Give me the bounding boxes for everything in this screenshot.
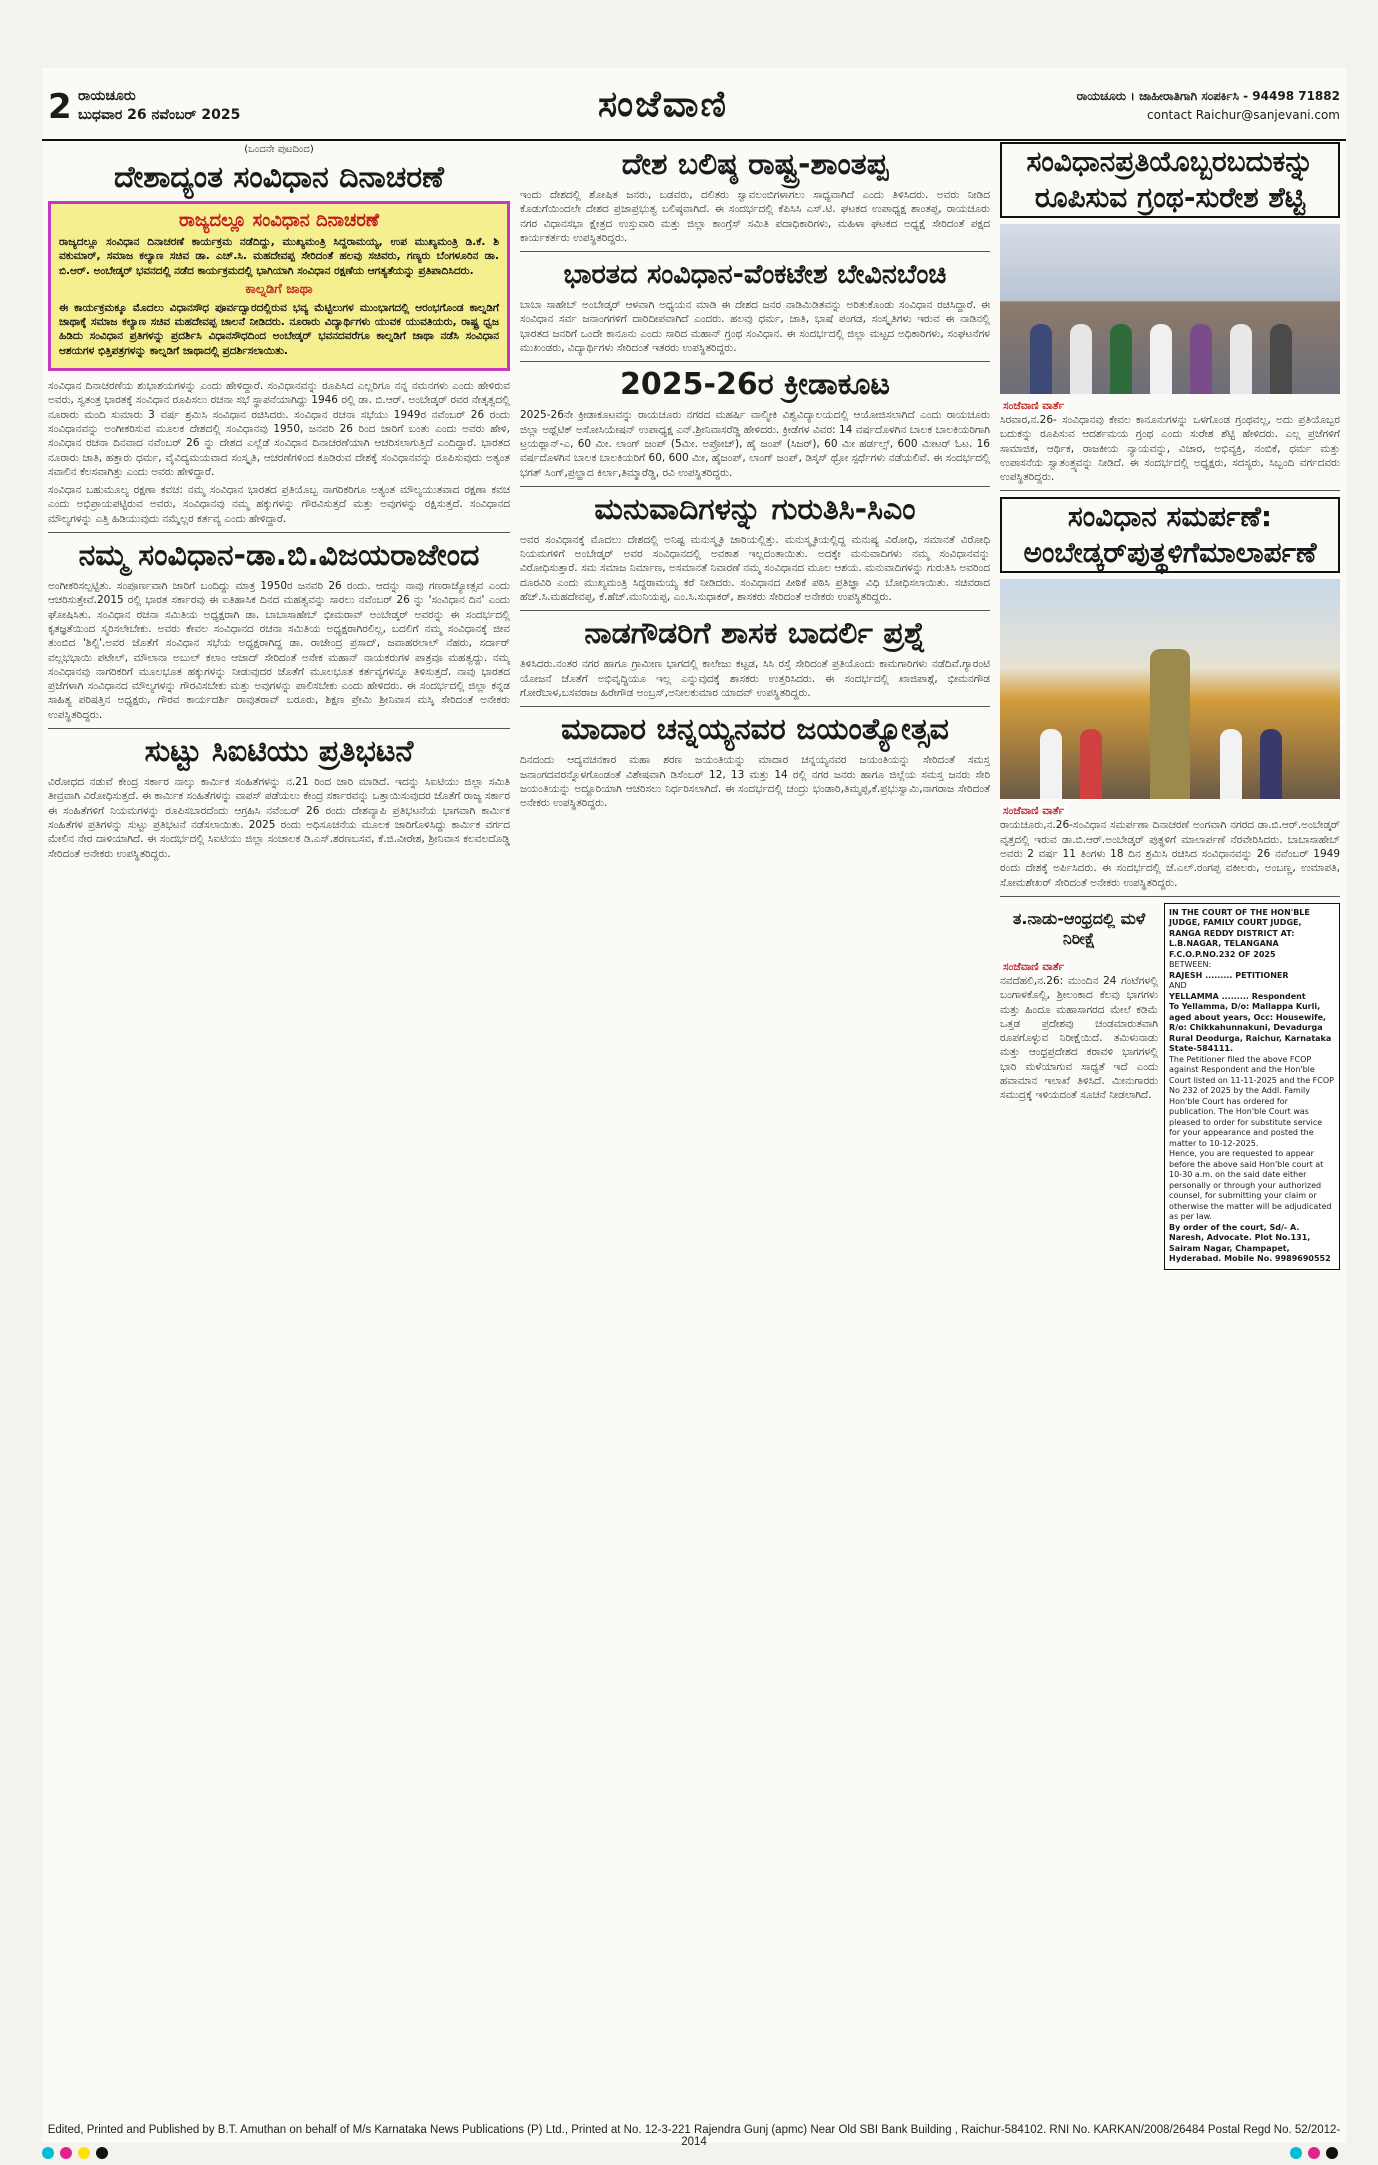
headline: ಭಾರತದ ಸಂವಿಧಾನ-ವೆಂಕಟೇಶ ಬೇವಿನಬೆಂಚಿ bbox=[563, 259, 947, 291]
highlight-box bbox=[48, 201, 510, 371]
column-3 bbox=[1000, 142, 1340, 2117]
article-body: ಅವರ ಸಂವಿಧಾನಕ್ಕೆ ಮೊದಲು ದೇಶದಲ್ಲಿ ಅನಿಷ್ಟ ಮನುಸ್ಮೃತಿ ಜಾರಿಯಲ್ಲಿತ್ತು. ಮನುಸ್ಮೃತಿಯಲ್ಲಿದ್ದ ಮನುಷ್ಯ ವಿರೋಧಿ, ಸಮಾನತೆ ವಿರೋಧಿ ನಿಯಮಗಳಿಗೆ ಅಂಬೇಡ್ಕರ್ ಅವರ ಸಂವಿಧಾನದಲ್ಲಿ ಅವಕಾಶ ಇಲ್ಲದಂತಾಯಿತು. ಅದಕ್ಕೇ ಮನುವಾದಿಗಳು ನಮ್ಮ ಸಂವಿಧಾನವನ್ನು ವಿರೋಧಿಸುತ್ತಾರೆ. ಸಮ ಸಮಾಜ ನಿರ್ಮಾಣ, ಅಸಮಾನತೆ ನಿವಾರಣೆ ನಮ್ಮ ಸಂವಿಧಾನದ ಮೂಲ ಆಶಯ. ಮನುವಾದಿಗಳನ್ನು ಗುರುತಿಸಿ ಅವರಿಂದ ದೂರವಿರಿ ಎಂದು ಮುಖ್ಯಮಂತ್ರಿ ಸಿದ್ದರಾಮಯ್ಯ ಕರೆ ನೀಡಿದರು. ಸಂವಿಧಾನದ ಪೀಠಿಕೆ ಪಠಿಸಿ ಪ್ರತಿಜ್ಞಾ ವಿಧಿ ಬೋಧಿಸಲಾಯಿತು. ಸಚಿವರಾದ ಹೆಚ್.ಸಿ.ಮಹದೇವಪ್ಪ, ಕೆ.ಹೆಚ್.ಮುನಿಯಪ್ಪ, ಎಂ.ಸಿ.ಸುಧಾಕರ್, ಶಾಸಕರು ಸೇರಿದಂತೆ ಅನೇಕರು ಉಪಸ್ಥಿತರಿದ್ದರು. bbox=[520, 533, 990, 604]
divider bbox=[1000, 490, 1340, 491]
rain-article bbox=[1000, 903, 1158, 1270]
print-mark bbox=[42, 2147, 54, 2159]
continued-tag: (ಒಂದನೇ ಪುಟದಿಂದ) bbox=[244, 144, 314, 155]
box-subtitle: ಕಾಲ್ನಡಿಗೆ ಜಾಥಾ bbox=[245, 281, 313, 297]
masthead bbox=[42, 83, 1346, 141]
box-text: ರಾಜ್ಯದಲ್ಲೂ ಸಂವಿಧಾನ ದಿನಾಚರಣೆ ಕಾರ್ಯಕ್ರಮ ನಡೆದಿದ್ದು, ಮುಖ್ಯಮಂತ್ರಿ ಸಿದ್ದರಾಮಯ್ಯ, ಉಪ ಮುಖ್ಯಮಂತ್ರಿ ಡಿ.ಕೆ. ಶಿ ವಕುಮಾರ್, ಸಮಾಜ ಕಲ್ಯಾಣ ಸಚಿವ ಡಾ. ಎಚ್.ಸಿ. ಮಹದೇವಪ್ಪ ಸೇರಿದಂತೆ ಹಲವು ಸಚಿವರು, ಗಣ್ಯರು ಬೆಂಗಳೂರಿನ ಡಾ. ಬಿ.ಆರ್. ಅಂಬೇಡ್ಕರ್ ಭವನದಲ್ಲಿ ನಡೆದ ಕಾರ್ಯಕ್ರಮದಲ್ಲಿ ಭಾಗಿಯಾಗಿ ಸಂವಿಧಾನ ರಕ್ಷಣೆಯ ಆಗತ್ಯತೆಯನ್ನು ಪ್ರತಿಪಾದಿಸಿದರು. bbox=[59, 236, 499, 277]
person-figure bbox=[1220, 729, 1242, 799]
legal-notice bbox=[1164, 903, 1340, 1270]
contact-email: contact Raichur@sanjevani.com bbox=[1147, 108, 1340, 122]
statue-photo bbox=[1000, 579, 1340, 799]
case-number: F.C.O.P.NO.232 OF 2025 bbox=[1169, 949, 1276, 959]
article-body: ಸಂವಿಧಾನ ಬಹುಮೂಲ್ಯ ರಕ್ಷಣಾ ಕವಚ: ನಮ್ಮ ಸಂವಿಧಾನ ಭಾರತದ ಪ್ರತಿಯೊಬ್ಬ ನಾಗರಿಕರಿಗೂ ಅತ್ಯಂತ ಮೌಲ್ಯಯುತವಾದ ರಕ್ಷಣಾ ಕವಚ ಎಂದು ಅಭಿಪ್ರಾಯಪಟ್ಟಿರುವ ಅವರು, ಸಂವಿಧಾನವು ನಮ್ಮ ಹಕ್ಕುಗಳನ್ನು ಗೌರವಿಸುತ್ತದೆ ಮತ್ತು ಅವುಗಳನ್ನು ರಕ್ಷಿಸುತ್ತದೆ. ಸಂವಿಧಾನದ ಮೌಲ್ಯಗಳನ್ನು ಎತ್ತಿ ಹಿಡಿಯುವುದು ನಮ್ಮೆಲ್ಲರ ಕರ್ತವ್ಯ ಎಂದು ಹೇಳಿದ್ದಾರೆ. bbox=[48, 484, 510, 525]
article-body: ಸಿರವಾರ,ನ.26- ಸಂವಿಧಾನವು ಕೇವಲ ಕಾನೂನುಗಳನ್ನು ಒಳಗೊಂಡ ಗ್ರಂಥವಲ್ಲ, ಅದು ಪ್ರತಿಯೊಬ್ಬರ ಬದುಕನ್ನು ರೂಪಿಸುವ ಆದರ್ಶಮಯ ಗ್ರಂಥ ಎಂದು ಸುರೇಶ ಶೆಟ್ಟಿ ಹೇಳಿದರು. ಎಲ್ಲ ಪ್ರಜೆಗಳಿಗೆ ಸಾಮಾಜಿಕ, ಆರ್ಥಿಕ, ರಾಜಕೀಯ ನ್ಯಾಯವನ್ನು, ವಿಚಾರ, ಅಭಿವ್ಯಕ್ತಿ, ನಂಬಿಕೆ, ಧರ್ಮ ಮತ್ತು ಉಪಾಸನೆಯ ಸ್ವಾತಂತ್ರ್ಯವನ್ನು ನೀಡಿದೆ. ಈ ಸಂದರ್ಭದಲ್ಲಿ ಅಧ್ಯಕ್ಷರು, ಸದಸ್ಯರು, ಸಿಬ್ಬಂದಿ ವರ್ಗದವರು ಉಪಸ್ಥಿತರಿದ್ದರು. bbox=[1000, 414, 1340, 484]
location: ರಾಯಚೂರು bbox=[78, 88, 136, 104]
dateline bbox=[78, 87, 240, 125]
headline: ತ.ನಾಡು-ಆಂಧ್ರದಲ್ಲಿ ಮಳೆ ನಿರೀಕ್ಷೆ bbox=[1012, 908, 1146, 948]
issue-date: ಬುಧವಾರ 26 ನವೆಂಬರ್ 2025 bbox=[78, 107, 241, 123]
and: AND bbox=[1169, 981, 1187, 991]
person-figure bbox=[1260, 729, 1282, 799]
divider bbox=[520, 251, 990, 252]
event-photo bbox=[1000, 224, 1340, 394]
article-body: ಸಂವಿಧಾನ ದಿನಾಚರಣೆಯ ಶುಭಾಶಯಗಳನ್ನು ಎಂದು ಹೇಳಿದ್ದಾರೆ. ಸಂವಿಧಾನವನ್ನು ರೂಪಿಸಿದ ಎಲ್ಲರಿಗೂ ನನ್ನ ನಮನಗಳು ಎಂದು ಹೇಳಿರುವ ಅವರು, ಸ್ವತಂತ್ರ ಭಾರತಕ್ಕೆ ಸಂವಿಧಾನ ರೂಪಿಸಲು ರಚನಾ ಸಭೆ ಸ್ಥಾಪನೆಯಾಗಿದ್ದು 1946 ರಲ್ಲಿ ಡಾ. ಬಿ.ಆರ್. ಅಂಬೇಡ್ಕರ್ ರವರ ನೇತೃತ್ವದಲ್ಲಿ ನೂರಾರು ಮಂದಿ ಸುಮಾರು 3 ವರ್ಷ ಶ್ರಮಿಸಿ ಸಂವಿಧಾನ ರಚಿಸಿದರು. ಸಂವಿಧಾನ ರಚನಾ ಸಭೆಯು 1949ರ ನವೆಂಬರ್ 26 ರಂದು ಸಂವಿಧಾನವನ್ನು ಅಂಗೀಕರಿಸುವ ಮೂಲಕ ದೇಶದಲ್ಲಿ ಸಂವಿಧಾನವು 1950, ಜನವರಿ 26 ರಿಂದ ಜಾರಿಗೆ ಬಂತು ಎಂದು ಅವರು ಹೇಳಿ, ಸಂವಿಧಾನ ರಚನಾ ದಿನವಾದ ನವೆಂಬರ್ 26 ನ್ನು ದೇಶದ ಎಲ್ಲೆಡೆ ಸಂವಿಧಾನ ದಿನಾಚರಣೆಯಾಗಿ ಆಚರಿಸಲಾಗುತ್ತಿದೆ ಎಂದಿದ್ದಾರೆ. ಭಾರತದ ನೂರಾರು ಜಾತಿ, ಹತ್ತಾರು ಧರ್ಮ, ವೈವಿದ್ಯಮಯವಾದ ಸಂಸ್ಕೃತಿ, ಆಚರಣೆಗಳಿಂದ ಕೂಡಿರುವ ದೇಶಕ್ಕೆ ಸಂವಿಧಾನವನ್ನು ರೂಪಿಸುವುದು ಅತ್ಯಂತ ಸವಾಲಿನ ಕೆಲಸವಾಗಿತ್ತು ಎಂದು ಅವರು ಹೇಳಿದ್ದಾರೆ. bbox=[48, 380, 510, 478]
statue-figure bbox=[1150, 649, 1190, 799]
person-figure bbox=[1270, 324, 1292, 394]
column-1 bbox=[48, 142, 510, 2117]
petitioner: RAJESH ......... PETITIONER bbox=[1169, 970, 1289, 980]
person-figure bbox=[1030, 324, 1052, 394]
headline: ಸಂವಿಧಾನಪ್ರತಿಯೊಬ್ಬರಬದುಕನ್ನು ರೂಪಿಸುವ ಗ್ರಂಥ-ಸುರೇಶ ಶೆಟ್ಟಿ bbox=[1000, 142, 1340, 218]
headline: ಮಾದಾರ ಚನ್ನಯ್ಯನವರ ಜಯಂತ್ಯೋತ್ಸವ bbox=[561, 712, 949, 748]
column-2 bbox=[520, 142, 990, 2117]
print-mark bbox=[60, 2147, 72, 2159]
headline: ನಮ್ಮ ಸಂವಿಧಾನ-ಡಾ.ಬಿ.ವಿಜಯರಾಜೇಂದ bbox=[78, 538, 480, 574]
article-body: ಅಂಗೀಕರಿಸಲ್ಪಟ್ಟಿತು. ಸಂಪೂರ್ಣವಾಗಿ ಜಾರಿಗೆ ಬಂದಿದ್ದು ಮಾತ್ರ 1950ರ ಜನವರಿ 26 ರಂದು. ಆದನ್ನು ನಾವು ಗಣರಾಜ್ಯೋತ್ಸವ ಎಂದು ಆಚರಿಸುತ್ತೇವೆ.2015 ರಲ್ಲಿ ಭಾರತ ಸರ್ಕಾರವು ಈ ಐತಿಹಾಸಿಕ ದಿನದ ಮಹತ್ವವನ್ನು ಸಾರಲು ನವೆಂಬರ್ 26 ನ್ನು 'ಸಂವಿಧಾನ ದಿನ' ಎಂದು ಘೋಷಿಸಿತು. ಸಂವಿಧಾನ ರಚನಾ ಸಮಿತಿಯ ಅಧ್ಯಕ್ಷರಾಗಿ ಡಾ. ಬಾಬಾಸಾಹೇಬ್ ಭೀಮರಾವ್ ಅಂಬೇಡ್ಕರ್ ಅವರನ್ನು ಈ ಸಂದರ್ಭದಲ್ಲಿ ಕೃತಜ್ಞತೆಯಿಂದ ಸ್ಮರಿಸಲೇಬೇಕು. ಅವರು ಕೇವಲ ಸಂವಿಧಾನದ ರಚನಾ ಸಮಿತಿಯ ಅಧ್ಯಕ್ಷರಾಗಿರಲಿಲ್ಲ, ಬದಲಿಗೆ ನಮ್ಮ ಸಂವಿಧಾನಕ್ಕೆ ಜೀವ ತುಂಬಿದ 'ಶಿಲ್ಪಿ'.ಅವರ ಜೊತೆಗೆ ಸಂವಿಧಾನ ಸಭೆಯ ಅಧ್ಯಕ್ಷರಾಗಿದ್ದ ಡಾ. ರಾಜೇಂದ್ರ ಪ್ರಸಾದ್, ಜವಾಹರಲಾಲ್ ನೆಹರು, ಸರ್ದಾರ್ ವಲ್ಲಭಭಾಯಿ ಪಟೇಲ್, ಮೌಲಾನಾ ಅಬುಲ್ ಕಲಾಂ ಆಜಾದ್ ಸೇರಿದಂತೆ ಅನೇಕ ಮಹಾನ್ ನಾಯಕರುಗಳ ಪಾತ್ರವೂ ಮಹತ್ವದ್ದು. ನಮ್ಮ ಸಂವಿಧಾನವು ನಾಗರಿಕರಿಗೆ ಮೂಲಭೂತ ಹಕ್ಕುಗಳನ್ನು ನೀಡುವುದರ ಜೊತೆಗೆ ಮೂಲಭೂತ ಕರ್ತವ್ಯಗಳನ್ನೂ ತಿಳಿಸುತ್ತದೆ. ನಾವು ಭಾರತದ ಪ್ರಜೆಗಳಾಗಿ ಸಂವಿಧಾನದ ಮೌಲ್ಯಗಳನ್ನು ಗೌರವಿಸಬೇಕು ಮತ್ತು ಅವುಗಳನ್ನು ಪಾಲಿಸಬೇಕು ಎಂದು ಹೇಳಿದರು. ಈ ಸಂದರ್ಭದಲ್ಲಿ ಜಿಲ್ಲಾ ಕನ್ನಡ ಸಾಹಿತ್ಯ ಪರಿಷತ್ತಿನ ಅಧ್ಯಕ್ಷರು, ಗೌರವ ಕಾರ್ಯದರ್ಶಿ ರಾವುತರಾವ್ ಬರೂರು, ಶಿಕ್ಷಣ ಪ್ರೇಮಿ ಶ್ರೀನಿವಾಸ ಮಸ್ಕಿ ಸೇರಿದಂತೆ ಅನೇಕರು ಉಪಸ್ಥಿತರಿದ್ದರು. bbox=[48, 580, 510, 721]
article-body: ದಿನದಂದು ಆದ್ಯವಚನಕಾರ ಮಹಾ ಶರಣ ಜಯಂತಿಯನ್ನು ಮಾದಾರ ಚನ್ನಯ್ಯನವರ ಜಯಂತಿಯನ್ನು ಸೇರಿದಂತೆ ಸಮಸ್ತ ಜನಾಂಗದವರನ್ನೊಳಗೊಂಡಂತೆ ವಿಶೇಷವಾಗಿ ಡಿಸೆಂಬರ್ 12, 13 ಮತ್ತು 14 ರಲ್ಲಿ ನಗರ ಜನರು ಹಾಗೂ ಜಿಲ್ಲೆಯ ಸಮಸ್ತ ಜನರು ಸೇರಿ ಜಯಂತಿಯನ್ನು ಅದ್ದೂರಿಯಾಗಿ ಆಚರಿಸಲು ನಿರ್ಧರಿಸಲಾಗಿದೆ. ಈ ಸಂದರ್ಭದಲ್ಲಿ ಚಂದ್ರು ಭಂಡಾರಿ,ತಿಮ್ಮಪ್ಪ,ಕೆ.ಪ್ರಭುಸ್ವಾಮಿ,ನಾಗರಾಜ ಸೇರಿದಂತೆ ಅನೇಕರು ಉಪಸ್ಥಿತರಿದ್ದರು. bbox=[520, 754, 990, 810]
article-body: 2025-26ನೇ ಕ್ರೀಡಾಕೂಟವನ್ನು ರಾಯಚೂರು ನಗರದ ಮಹರ್ಷಿ ವಾಲ್ಮೀಕಿ ವಿಶ್ವವಿದ್ಯಾಲಯದಲ್ಲಿ ಆಯೋಜಿಸಲಾಗಿದೆ ಎಂದು ರಾಯಚೂರು ಜಿಲ್ಲಾ ಅಥ್ಲೆಟಿಕ್ ಅಸೋಸಿಯೇಷನ್ ಉಪಾಧ್ಯಕ್ಷ ಎನ್.ಶ್ರೀನಿವಾಸರೆಡ್ಡಿ ಹೇಳಿದರು. ಕ್ರೀಡೆಗಳ ವಿವರ: 14 ವರ್ಷದೊಳಗಿನ ಬಾಲಕ ಬಾಲಕಿಯರಿಗಾಗಿ ಟ್ರಯಥ್ಲಾನ್-ಎ, 60 ಮೀ. ಲಾಂಗ್ ಜಂಪ್ (5ಮೀ. ಅಪ್ರೋಚ್), ಹೈ ಜಂಪ್ (ಸಿಜರ್), 60 ಮೀ ಹರ್ಡಲ್ಸ್, 600 ಮೀಟರ್ ಓಟ. 16 ವರ್ಷದೊಳಗಿನ ಬಾಲಕ ಬಾಲಕಿಯರಿಗೆ 60, 600 ಮೀ, ಹೈಜಂಪ್, ಲಾಂಗ್ ಜಂಪ್, ಡಿಸ್ಕಸ್ ಥ್ರೋ ಸ್ಪರ್ಧೆಗಳು ನಡೆಯಲಿವೆ. ಈ ಸಂದರ್ಭದಲ್ಲಿ ಭಗತ್ ಸಿಂಗ್,ಪ್ರಲ್ಹಾದ ಕಿರ್ಲಾ,ತಿಮ್ಮಾರೆಡ್ಡಿ, ರವಿ ಉಪಸ್ಥಿತರಿದ್ದರು. bbox=[520, 409, 990, 479]
headline: ಮನುವಾದಿಗಳನ್ನು ಗುರುತಿಸಿ-ಸಿಎಂ bbox=[594, 491, 916, 527]
notice-body: The Petitioner filed the above FCOP against Respondent and the Hon'ble Court listed on 11-11-2025 and the FCOP No 232 of 2025 by the Addl. Family Hon'ble Court has ordered for publication. The Hon'ble Court was pleased to order for substitute service for your appearance and posted the matter to 10-12-2025. bbox=[1169, 1054, 1334, 1148]
person-figure bbox=[1080, 729, 1102, 799]
person-figure bbox=[1230, 324, 1252, 394]
article-body: ಇಂದು ದೇಶದಲ್ಲಿ ಶೋಷಿತ ಜನರು, ಬಡವರು, ದಲಿತರು ಸ್ವಾವಲಂಬಿಗಳಾಗಲು ಸಾಧ್ಯವಾಗಿದೆ ಎಂದು ತಿಳಿಸಿದರು. ಅವರು ನೀಡಿದ ಕೊಡುಗೆಯಿಂದಲೇ ದೇಶದ ಪ್ರಜಾಪ್ರಭುತ್ವ ಬಲಿಷ್ಠವಾಗಿದೆ. ಈ ಸಂದರ್ಭದಲ್ಲಿ ಕೆಪಿಸಿಸಿ ಎಸ್.ಟಿ. ಘಟಕದ ಉಪಾಧ್ಯಕ್ಷ ಶಾಂತಪ್ಪ, ರಾಯಚೂರು ನಗರ ವಿಧಾನಸಭಾ ಕ್ಷೇತ್ರದ ಉಸ್ತುವಾರಿ ಮತ್ತು ಜಿಲ್ಲಾ ಕಾಂಗ್ರೆಸ್ ಸಮಿತಿ ಪದಾಧಿಕಾರಿಗಳು, ಮಹಿಳಾ ಘಟಕದ ಅಧ್ಯಕ್ಷೆ ಸೇರಿದಂತೆ ಪಕ್ಷದ ಕಾರ್ಯಕರ್ತರು ಉಪಸ್ಥಿತರಿದ್ದರು. bbox=[520, 189, 990, 244]
divider bbox=[520, 486, 990, 487]
box-title: ರಾಜ್ಯದಲ್ಲೂ ಸಂವಿಧಾನ ದಿನಾಚರಣೆ bbox=[179, 210, 379, 231]
article-body: ನವದೆಹಲಿ,ನ.26: ಮುಂದಿನ 24 ಗಂಟೆಗಳಲ್ಲಿ ಬಂಗಾಳಕೊಲ್ಲಿ, ಶ್ರೀಲಂಕಾದ ಕೆಲವು ಭಾಗಗಳು ಮತ್ತು ಹಿಂದೂ ಮಹಾಸಾಗರದ ಮೇಲೆ ಕಡಿಮೆ ಒತ್ತಡ ಪ್ರದೇಶವು ಚಂಡಮಾರುತವಾಗಿ ರೂಪಗೊಳ್ಳುವ ನಿರೀಕ್ಷೆಯಿದೆ. ತಮಿಳುನಾಡು ಮತ್ತು ಆಂಧ್ರಪ್ರದೇಶದ ಕರಾವಳಿ ಭಾಗಗಳಲ್ಲಿ ಭಾರಿ ಮಳೆಯಾಗುವ ಸಾಧ್ಯತೆ ಇದೆ ಎಂದು ಹವಾಮಾನ ಇಲಾಖೆ ತಿಳಿಸಿದೆ. ಮೀನುಗಾರರು ಸಮುದ್ರಕ್ಕೆ ಇಳಿಯದಂತೆ ಸೂಚನೆ ನೀಡಲಾಗಿದೆ. bbox=[1000, 974, 1159, 1102]
imprint-line: Edited, Printed and Published by B.T. Amuthan on behalf of M/s Karnataka News Publications (P) Ltd., Printed at No. 12-3-221 Rajendra Gunj (apmc) Near Old SBI Bank Building , Raichur-584102. RNI No. KARKAN/2008/26484 Postal Regd No. 52/2012-2014 bbox=[47, 2124, 1341, 2148]
print-mark bbox=[1290, 2147, 1302, 2159]
photo-caption: ಸಂಜೆವಾಣಿ ವಾರ್ತೆ bbox=[1000, 805, 1067, 818]
headline: ದೇಶಾದ್ಯಂತ ಸಂವಿಧಾನ ದಿನಾಚರಣೆ bbox=[114, 160, 444, 195]
notice-body: Hence, you are requested to appear before the above said Hon'ble court at 10-30 a.m. on the said date either personally or through your authorized counsel, for submitting your claim or otherwise the matter will be adjudicated as per law. bbox=[1169, 1149, 1332, 1222]
headline: ಸಂವಿಧಾನ ಸಮರ್ಪಣೆ: ಅಂಬೇಡ್ಕರ್‌ಪುತ್ಥಳಿಗೆಮಾಲಾರ್ಪಣೆ bbox=[1000, 497, 1340, 573]
signature: By order of the court, Sd/- A. Naresh, Advocate. Plot No.131, Sairam Nagar, Champapet, Hyderabad. Mobile No. 9989690552 bbox=[1169, 1222, 1331, 1264]
article-body: ಬಾಬಾ ಸಾಹೇಬ್ ಅಂಬೇಡ್ಕರ್ ಆಳವಾಗಿ ಅಧ್ಯಯನ ಮಾಡಿ ಈ ದೇಶದ ಜನರ ನಾಡಿಮಿಡಿತವನ್ನು ಅರಿತುಕೊಂಡು ಸಂವಿಧಾನ ರಚಿಸಿದ್ದಾರೆ. ಈ ಸಂವಿಧಾನ ಸರ್ವ ಜನಾಂಗಗಳಿಗೆ ದಾರಿದೀಪವಾಗಿದೆ ಎಂದರು. ಹಲವು ಧರ್ಮ, ಜಾತಿ, ಭಾಷೆ ಪಂಗಡ, ಸಂಸ್ಕೃತಿಗಳು ಇರುವ ಈ ನಾಡಿನಲ್ಲಿ ಭಾರತದ ಜನರಿಗೆ ಒಂದೇ ಕಾನೂನು ಎಂದು ಸಾರಿದ ಮಹಾನ್ ಗ್ರಂಥ ಸಂವಿಧಾನ. ಈ ಸಂದರ್ಭದಲ್ಲಿ ಜಿಲ್ಲಾ ಮಟ್ಟದ ಅಧಿಕಾರಿಗಳು, ಸಂಘಟನೆಗಳ ಮುಖಂಡರು, ವಿದ್ಯಾರ್ಥಿಗಳು ಸೇರಿದಂತೆ ಇತರರು ಉಪಸ್ಥಿತರಿದ್ದರು. bbox=[520, 299, 990, 355]
print-mark bbox=[96, 2147, 108, 2159]
photo-caption: ಸಂಜೆವಾಣಿ ವಾರ್ತೆ bbox=[1000, 400, 1067, 413]
print-mark bbox=[1308, 2147, 1320, 2159]
addressee: To Yellamma, D/o: Mallappa Kurli, aged about years, Occ: Housewife, R/o: Chikkahunnakuni, Devadurga Rural Deodurga, Raichur, Karnataka State-584111. bbox=[1169, 1002, 1332, 1054]
person-figure bbox=[1040, 729, 1062, 799]
divider bbox=[48, 728, 510, 729]
photo-caption: ಸಂಜೆವಾಣಿ ವಾರ್ತೆ bbox=[1000, 961, 1067, 974]
newspaper-title: ಸಂಜೆವಾಣಿ bbox=[598, 83, 729, 125]
court-name: IN THE COURT OF THE HON'BLE JUDGE, FAMILY COURT JUDGE, RANGA REDDY DISTRICT AT: L.B.NAGAR, TELANGANA bbox=[1169, 907, 1310, 949]
headline: ಸುಟ್ಟು ಸಿಐಟಿಯು ಪ್ರತಿಭಟನೆ bbox=[144, 734, 414, 770]
print-mark bbox=[1326, 2147, 1338, 2159]
headline: 2025-26ರ ಕ್ರೀಡಾಕೂಟ bbox=[620, 367, 890, 403]
person-figure bbox=[1110, 324, 1132, 394]
divider bbox=[48, 532, 510, 533]
box-text: ಈ ಕಾರ್ಯಕ್ರಮಕ್ಕೂ ಮೊದಲು ವಿಧಾನಸೌಧ ಪೂರ್ವದ್ವಾರದಲ್ಲಿರುವ ಭವ್ಯ ಮೆಟ್ಟಿಲುಗಳ ಮುಂಭಾಗದಲ್ಲಿ ಆರಂಭಗೊಂಡ ಕಾಲ್ನಡಿಗೆ ಜಾಥಾಕ್ಕೆ ಸಮಾಜ ಕಲ್ಯಾಣ ಸಚಿವ ಮಹದೇವಪ್ಪ ಚಾಲನೆ ನೀಡಿದರು. ನೂರಾರು ವಿದ್ಯಾರ್ಥಿಗಳು ಯುವಕ ಯುವತಿಯರು, ರಾಷ್ಟ್ರ ಧ್ವಜ ಹಿಡಿದು ಸಂವಿಧಾನ ಪ್ರತಿಗಳನ್ನು ಪ್ರದರ್ಶಿಸಿ ವಿಧಾನಸೌಧದಿಂದ ಅಂಬೇಡ್ಕರ್ ಭವನದವರೆಗೂ ಕಾಲ್ನಡಿಗೆ ಜಾಥಾ ನಡೆಸಿ ಸಂವಿಧಾನ ಆಶಯಗಳ ಭಿತ್ತಿಪತ್ರಗಳನ್ನು ಕಾಲ್ನಡಿಗೆ ಜಾಥಾದಲ್ಲಿ ಪ್ರದರ್ಶಿಸಲಾಯಿತು. bbox=[59, 301, 499, 357]
article-body: ತಿಳಿಸಿದರು.ನಂತರ ನಗರ ಹಾಗೂ ಗ್ರಾಮೀಣ ಭಾಗದಲ್ಲಿ ಕಾಲೇಜು ಕಟ್ಟಡ, ಸಿಸಿ ರಸ್ತೆ ಸೇರಿದಂತೆ ಪ್ರತಿಯೊಂದು ಕಾಮಗಾರಿಗಳು ನಡೆದಿವೆ.ಗ್ಯಾರಂಟಿ ಯೋಜನೆ ಜೊತೆಗೆ ಅಭಿವೃದ್ಧಿಯೂ ಇಲ್ಲ ಎನ್ನುವುದಕ್ಕೆ ಶಾಸಕರು ಉತ್ತರಿಸಿದರು. ಈ ಸಂದರ್ಭದಲ್ಲಿ ಖಾಜಿಪಾಶ್ಗೆ, ಭೀಮನಗೌಡ ಗೋರೆಬಾಳ,ಬಸವರಾಜ ಹಿರೇಗೌಡ ಅಂಬ್ರಸ್,ಅನೀಲಕುಮಾರ ಯಾದವ್ ಉಪಸ್ಥಿತರಿದ್ದರು. bbox=[520, 658, 990, 699]
divider bbox=[520, 361, 990, 362]
bottom-row bbox=[1000, 903, 1340, 1270]
masthead-contact bbox=[1077, 87, 1340, 125]
article-body: ವಿರೋಧದ ನಡುವೆ ಕೇಂದ್ರ ಸರ್ಕಾರ ನಾಲ್ಕು ಕಾರ್ಮಿಕ ಸಂಹಿತೆಗಳನ್ನು ನ.21 ರಿಂದ ಜಾರಿ ಮಾಡಿದೆ. ಇದನ್ನು ಸಿಐಟಿಯು ಜಿಲ್ಲಾ ಸಮಿತಿ ತೀವ್ರವಾಗಿ ವಿರೋಧಿಸುತ್ತದೆ. ಈ ಕಾರ್ಮಿಕ ಸಂಹಿತೆಗಳನ್ನು ವಾಪಸ್ ಪಡೆಯಲು ಕೇಂದ್ರ ಸರ್ಕಾರವನ್ನು ಒತ್ತಾಯಿಸುವುದರ ಜೊತೆಗೆ ರಾಜ್ಯ ಸರ್ಕಾರ ಈ ಸಂಹಿತೆಗಳಿಗೆ ನಿಯಮಗಳನ್ನು ರೂಪಿಸಬಾರದೆಂದು ಆಗ್ರಹಿಸಿ ನವೆಂಬರ್ 26 ರಂದು ದೇಶವ್ಯಾಪಿ ಪ್ರತಿಭಟನೆಯ ಭಾಗವಾಗಿ ಕಾರ್ಮಿಕ ಸಂಹಿತೆಗಳ ಪ್ರತಿಗಳನ್ನು ಸುಟ್ಟು ಪ್ರತಿಭಟನೆ ನಡೆಸಲಾಯಿತು. 2025 ರಂದು ಅಧಿಸೂಚನೆಯ ಮೂಲಕ ಜಾರಿಗೊಳಿಸಿದ್ದು ಕಾರ್ಮಿಕ ವರ್ಗದ ಮೇಲಿನ ನೇರ ದಾಳಿಯಾಗಿದೆ. ಈ ಸಂದರ್ಭದಲ್ಲಿ ಸಿಐಟಿಯು ಜಿಲ್ಲಾ ಸಂಚಾಲಕ ಡಿ.ಎಸ್.ಶರಣಬಸವ, ಕೆ.ಜಿ.ವೀರೇಶ, ಶ್ರೀನಿವಾಸ ಕಲವಲದೊಡ್ಡಿ ಸೇರಿದಂತೆ ಅನೇಕರು ಉಪಸ್ಥಿತರಿದ್ದರು. bbox=[48, 776, 510, 860]
headline: ನಾಡಗೌಡರಿಗೆ ಶಾಸಕ ಬಾದರ್ಲಿ ಪ್ರಶ್ನೆ bbox=[584, 616, 926, 652]
headline: ದೇಶ ಬಲಿಷ್ಠ ರಾಷ್ಟ್ರ-ಶಾಂತಪ್ಪ bbox=[621, 147, 889, 182]
divider bbox=[1000, 896, 1340, 897]
respondent: YELLAMMA ......... Respondent bbox=[1169, 991, 1306, 1001]
divider bbox=[520, 706, 990, 707]
article-body: ರಾಯಚೂರು,ನ.26-ಸಂವಿಧಾನ ಸಮರ್ಪಣಾ ದಿನಾಚರಣೆ ಅಂಗವಾಗಿ ನಗರದ ಡಾ.ಬಿ.ಆರ್.ಅಂಬೇಡ್ಕರ್ ವೃತ್ತದಲ್ಲಿ ಇರುವ ಡಾ.ಬಿ.ಆರ್.ಅಂಬೇಡ್ಕರ್ ಪುತ್ಥಳಿಗೆ ಮಾಲಾರ್ಪಣೆ ನೆರವೇರಿಸಿದರು. ಬಾಬಾಸಾಹೇಬ್ ಅವರು 2 ವರ್ಷ 11 ತಿಂಗಳು 18 ದಿನ ಶ್ರಮಿಸಿ ರಚಿಸಿದ ಸಂವಿಧಾನವನ್ನು 26 ನವೆಂಬರ್ 1949 ರಂದು ದೇಶಕ್ಕೆ ಅರ್ಪಿಸಿದರು. ಈ ಸಂದರ್ಭದಲ್ಲಿ ಜೆ.ಎಲ್.ರಂಗಪ್ಪ ವಕೀಲರು, ಅಂಬಣ್ಣ, ಉಮಾಪತಿ, ಸೋಮಶೇಖರ್ ಸೇರಿದಂತೆ ಅನೇಕರು ಉಪಸ್ಥಿತರಿದ್ದರು. bbox=[1000, 819, 1340, 889]
between: BETWEEN: bbox=[1169, 960, 1212, 970]
print-mark bbox=[78, 2147, 90, 2159]
person-figure bbox=[1150, 324, 1172, 394]
page-number: 2 bbox=[48, 87, 72, 127]
ad-contact: ರಾಯಚೂರು । ಜಾಹೀರಾತಿಗಾಗಿ ಸಂಪರ್ಕಿಸಿ - 94498 71882 bbox=[1076, 89, 1340, 103]
person-figure bbox=[1190, 324, 1212, 394]
divider bbox=[520, 610, 990, 611]
person-figure bbox=[1070, 324, 1092, 394]
